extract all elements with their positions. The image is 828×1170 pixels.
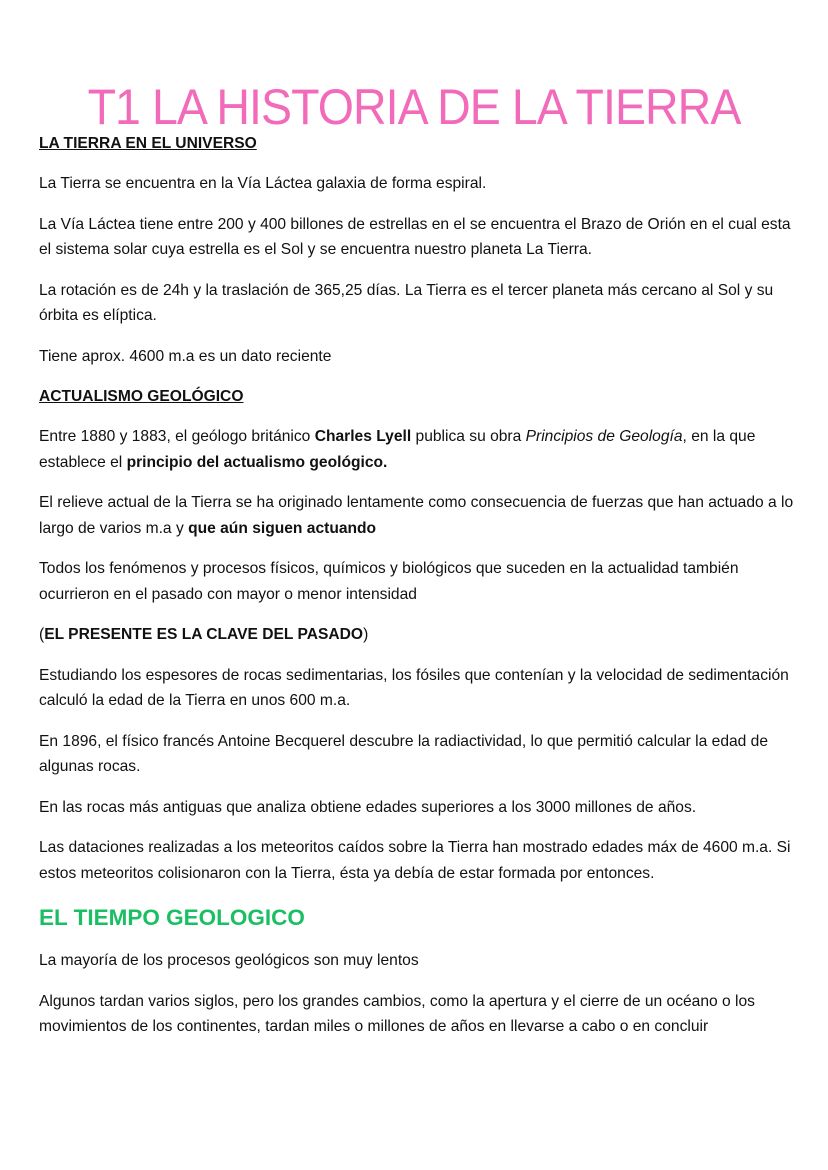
page-title: T1 LA HISTORIA DE LA TIERRA <box>87 78 741 135</box>
document-body <box>39 131 799 1055</box>
motto-line <box>39 622 799 648</box>
paragraph: Tiene aprox. 4600 m.a es un dato reciente <box>39 347 332 365</box>
paren-open: ( <box>39 626 45 643</box>
paragraph-lyell <box>39 424 799 475</box>
bold-name: Charles Lyell <box>314 428 412 445</box>
paragraph: En las rocas más antiguas que analiza obtiene edades superiores a los 3000 millones de años. <box>39 798 697 816</box>
italic-book-title: Principios de Geología <box>525 428 683 445</box>
paragraph: La mayoría de los procesos geológicos son muy lentos <box>39 952 419 969</box>
paragraph: Algunos tardan varios siglos, pero los grandes cambios, como la apertura y el cierre de un océano o los movimientos de los continentes, tardan miles o millones de años en llevarse a cabo o en concluir <box>39 992 755 1035</box>
section-heading-tiempo-geologico: EL TIEMPO GEOLOGICO <box>39 905 305 930</box>
paragraph: Las dataciones realizadas a los meteoritos caídos sobre la Tierra han mostrado edades máx de 4600 m.a. Si estos meteoritos colisionaron con la Tierra, ésta ya debía de estar formada por entonces. <box>39 839 791 882</box>
text: publica su obra <box>411 428 526 445</box>
paragraph-relieve <box>39 490 799 541</box>
bold-emphasis: que aún siguen actuando <box>188 519 377 537</box>
section-heading-tierra-universo: LA TIERRA EN EL UNIVERSO <box>39 135 257 152</box>
paragraph: Todos los fenómenos y procesos físicos, químicos y biológicos que suceden en la actualidad también ocurrieron en el pasado con mayor o menor intensidad <box>39 560 739 603</box>
paragraph: La Tierra se encuentra en la Vía Láctea galaxia de forma espiral. <box>39 175 487 192</box>
bold-principle: principio del actualismo geológico. <box>126 453 388 471</box>
text: , en la que establece el <box>39 428 756 471</box>
paren-close: ) <box>363 626 369 643</box>
text: El relieve actual de la Tierra se ha originado lentamente como consecuencia de fuerzas que han actuado a lo largo de varios m.a y <box>39 494 794 537</box>
text: Entre 1880 y 1883, el geólogo británico <box>39 428 315 445</box>
motto: EL PRESENTE ES LA CLAVE DEL PASADO <box>44 626 364 643</box>
paragraph: Estudiando los espesores de rocas sedimentarias, los fósiles que contenían y la velocidad de sedimentación calculó la edad de la Tierra en unos 600 m.a. <box>39 666 789 709</box>
section-heading-actualismo: ACTUALISMO GEOLÓGICO <box>39 388 244 405</box>
paragraph: La Vía Láctea tiene entre 200 y 400 billones de estrellas en el se encuentra el Brazo de Orión en el cual esta el sistema solar cuya estrella es el Sol y se encuentra nuestro planeta La Tierra. <box>39 215 791 258</box>
paragraph: En 1896, el físico francés Antoine Becquerel descubre la radiactividad, lo que permitió calcular la edad de algunas rocas. <box>39 732 769 775</box>
paragraph: La rotación es de 24h y la traslación de 365,25 días. La Tierra es el tercer planeta más cercano al Sol y su órbita es elíptica. <box>39 281 774 324</box>
